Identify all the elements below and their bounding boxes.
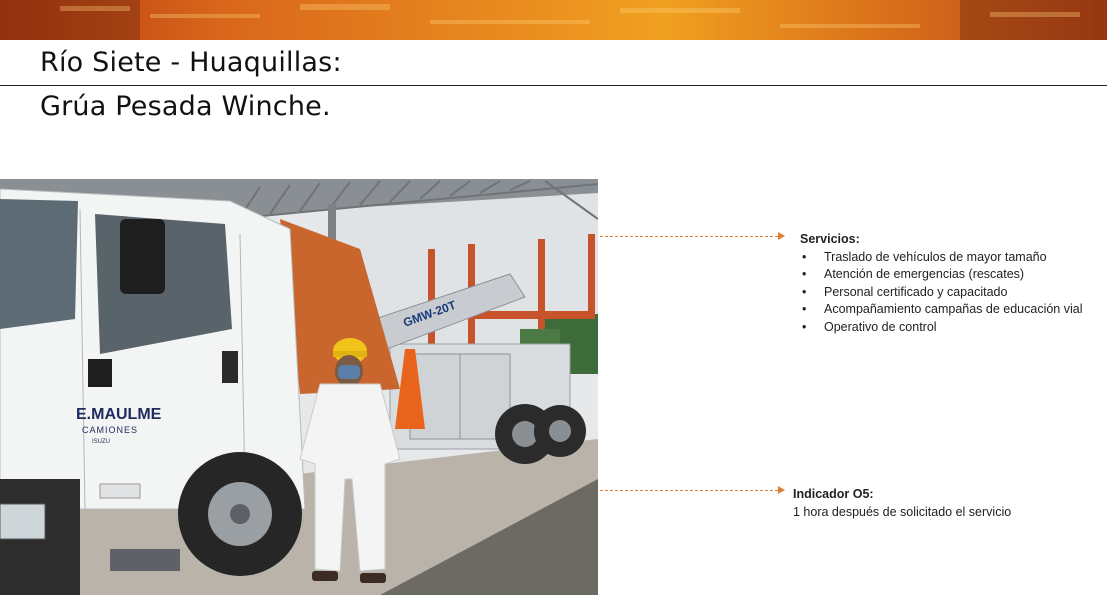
- services-list: [800, 249, 1083, 337]
- door-badge: ISUZU: [92, 439, 110, 445]
- list-item: • Operativo de control: [800, 319, 1083, 337]
- list-item: • Acompañamiento campañas de educación vial: [800, 301, 1083, 319]
- indicator-arrow-icon: [778, 486, 785, 494]
- indicator-connector: [600, 490, 778, 491]
- list-item: • Atención de emergencias (rescates): [800, 266, 1083, 284]
- title-divider: [0, 85, 1107, 86]
- door-brand: E.MAULME: [76, 406, 162, 423]
- tow-truck-photo: [0, 179, 598, 595]
- indicator-block: [793, 486, 1011, 521]
- list-item: • Traslado de vehículos de mayor tamaño: [800, 249, 1083, 267]
- header-banner: [0, 0, 1107, 40]
- boom-label: GMW-20T: [401, 297, 458, 330]
- page-subtitle: Grúa Pesada Winche.: [40, 91, 331, 122]
- services-connector: [600, 236, 778, 237]
- indicator-text: 1 hora después de solicitado el servicio: [793, 504, 1012, 519]
- list-item: • Personal certificado y capacitado: [800, 284, 1083, 302]
- indicator-heading: Indicador O5:: [793, 487, 874, 501]
- services-arrow-icon: [778, 232, 785, 240]
- services-heading: Servicios:: [800, 232, 860, 246]
- door-sub: CAMIONES: [82, 425, 139, 435]
- page-title: Río Siete - Huaquillas:: [40, 47, 342, 78]
- services-block: [800, 231, 1083, 337]
